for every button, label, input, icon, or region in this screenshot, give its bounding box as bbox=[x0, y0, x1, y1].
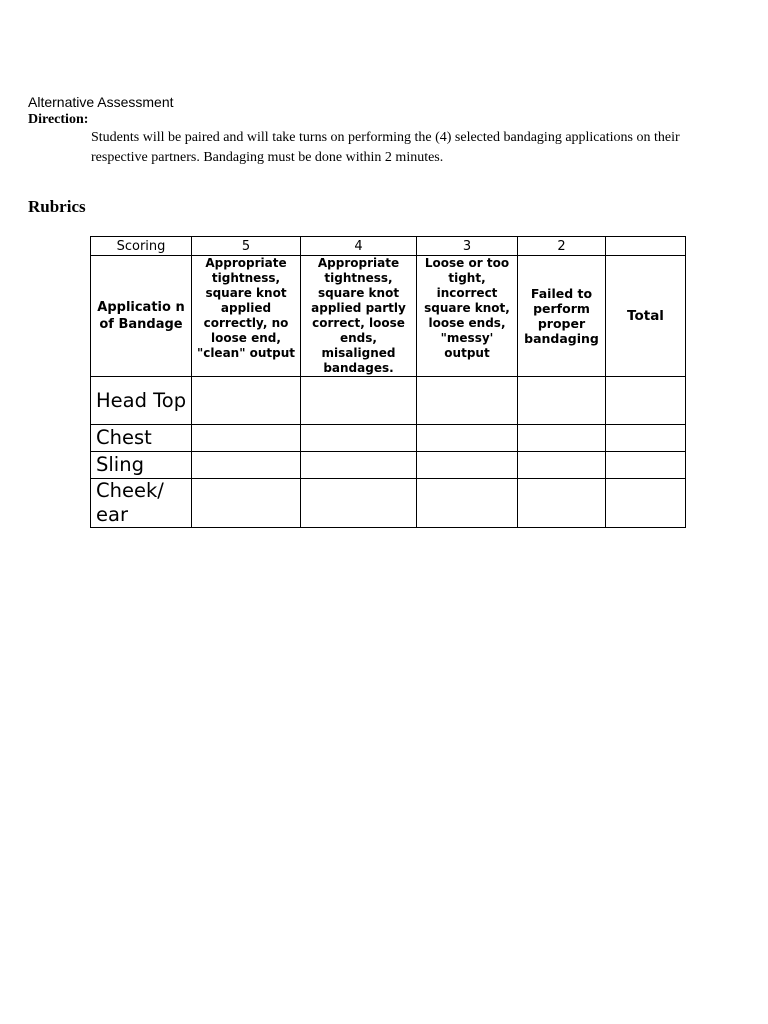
score-4: 4 bbox=[301, 237, 417, 256]
table-row bbox=[91, 479, 686, 528]
score-cell[interactable] bbox=[518, 479, 606, 528]
document-title: Alternative Assessment bbox=[28, 94, 174, 110]
score-total-blank bbox=[606, 237, 686, 256]
score-cell[interactable] bbox=[417, 479, 518, 528]
table-row bbox=[91, 452, 686, 479]
score-5: 5 bbox=[192, 237, 301, 256]
total-cell[interactable] bbox=[606, 377, 686, 425]
criteria-3: Loose or too tight, incorrect square knot, loose ends, "messy' output bbox=[417, 256, 518, 377]
score-cell[interactable] bbox=[417, 425, 518, 452]
score-cell[interactable] bbox=[518, 452, 606, 479]
total-cell[interactable] bbox=[606, 452, 686, 479]
direction-label: Direction: bbox=[28, 112, 89, 127]
score-cell[interactable] bbox=[192, 479, 301, 528]
row-label-chest: Chest bbox=[91, 425, 192, 452]
score-cell[interactable] bbox=[301, 452, 417, 479]
score-cell[interactable] bbox=[301, 425, 417, 452]
total-header: Total bbox=[606, 256, 686, 377]
score-cell[interactable] bbox=[417, 377, 518, 425]
rubrics-heading: Rubrics bbox=[28, 197, 86, 216]
criteria-row bbox=[91, 256, 686, 377]
row-label-sling: Sling bbox=[91, 452, 192, 479]
row-label-head-top: Head Top bbox=[91, 377, 192, 425]
score-cell[interactable] bbox=[192, 377, 301, 425]
score-cell[interactable] bbox=[518, 425, 606, 452]
scoring-label: Scoring bbox=[91, 237, 192, 256]
score-2: 2 bbox=[518, 237, 606, 256]
scoring-row bbox=[91, 237, 686, 256]
row-label-cheek-ear: Cheek/ ear bbox=[91, 479, 192, 528]
total-cell[interactable] bbox=[606, 479, 686, 528]
score-cell[interactable] bbox=[192, 452, 301, 479]
table-row bbox=[91, 425, 686, 452]
score-cell[interactable] bbox=[518, 377, 606, 425]
criteria-4: Appropriate tightness, square knot applied partly correct, loose ends, misaligned bandages. bbox=[301, 256, 417, 377]
score-cell[interactable] bbox=[301, 377, 417, 425]
score-3: 3 bbox=[417, 237, 518, 256]
score-cell[interactable] bbox=[417, 452, 518, 479]
criteria-2: Failed to perform proper bandaging bbox=[518, 256, 606, 377]
total-cell[interactable] bbox=[606, 425, 686, 452]
direction-text: Students will be paired and will take turns on performing the (4) selected bandaging applications on their respective partners. Bandaging must be done within 2 minutes. bbox=[91, 130, 680, 165]
score-cell[interactable] bbox=[301, 479, 417, 528]
score-cell[interactable] bbox=[192, 425, 301, 452]
table-row bbox=[91, 377, 686, 425]
criteria-5: Appropriate tightness, square knot applied correctly, no loose end, "clean" output bbox=[192, 256, 301, 377]
rubric-table bbox=[90, 236, 686, 528]
application-header: Applicatio n of Bandage bbox=[91, 256, 192, 377]
